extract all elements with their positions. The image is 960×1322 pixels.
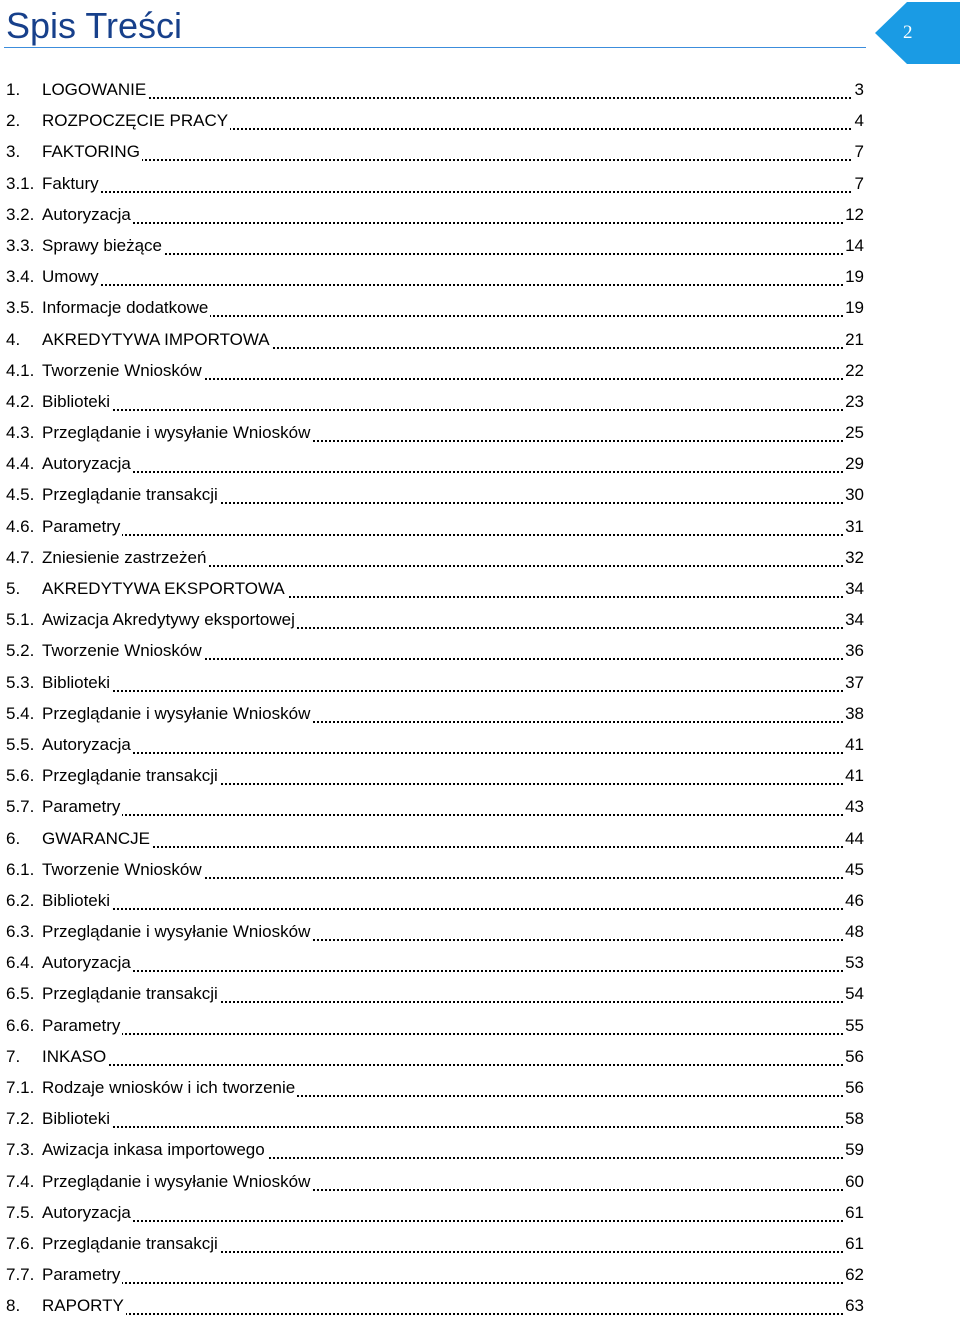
dot-leader [42,253,862,255]
toc-entry-number: 7. [6,1046,21,1066]
dot-leader [42,1064,862,1066]
toc-entry-page: 31 [845,516,864,536]
page-title: Spis Treści [6,5,183,46]
toc-entry[interactable] [0,916,960,947]
toc-entry[interactable] [0,199,960,230]
toc-entry-number: 5.7. [6,797,35,817]
toc-entry[interactable] [0,1134,960,1165]
toc-entry[interactable] [0,292,960,323]
toc-entry-number: 6.3. [6,922,35,942]
title-divider [4,47,866,48]
toc-entry[interactable] [0,604,960,635]
toc-entry-number: 6.1. [6,859,35,879]
toc-entry[interactable] [0,1010,960,1041]
toc-entry-page: 29 [845,454,864,474]
toc-entry-label: INKASO [42,1046,107,1066]
toc-entry-label: GWARANCJE [42,828,150,848]
page-badge-shape [875,2,960,64]
toc-entry-page: 58 [845,1109,864,1129]
toc-entry-page: 41 [845,766,864,786]
toc-entry[interactable] [0,1041,960,1072]
dot-leader [42,908,862,910]
toc-entry[interactable] [0,1072,960,1103]
dot-leader [42,846,862,848]
toc-entry-page: 12 [845,204,864,224]
toc-entry-label: Biblioteki [42,890,111,910]
toc-entry[interactable] [0,417,960,448]
toc-entry[interactable] [0,261,960,292]
toc-entry-label: Umowy [42,267,99,287]
dot-leader [42,534,862,536]
toc-entry[interactable] [0,1197,960,1228]
toc-entry-number: 7.4. [6,1171,35,1191]
toc-entry-number: 6.2. [6,890,35,910]
toc-entry-page: 48 [845,922,864,942]
toc-entry-label: RAPORTY [42,1296,124,1316]
toc-entry-number: 6.6. [6,1015,35,1035]
toc-entry[interactable] [0,854,960,885]
toc-entry-number: 7.6. [6,1233,35,1253]
table-of-contents [0,74,960,1322]
toc-entry-page: 25 [845,423,864,443]
toc-entry-number: 6.4. [6,953,35,973]
dot-leader [42,97,862,99]
toc-entry-page: 34 [845,579,864,598]
toc-entry-label: Autoryzacja [42,1202,131,1222]
toc-entry[interactable] [0,885,960,916]
toc-entry-page: 30 [845,485,864,505]
toc-entry[interactable] [0,667,960,698]
toc-entry-label: Sprawy bieżące [42,235,163,255]
toc-entry-label: ROZPOCZĘCIE PRACY [42,111,229,131]
toc-entry-number: 3.3. [6,235,35,255]
toc-entry-label: Tworzenie Wniosków [42,641,202,661]
toc-entry[interactable] [0,74,960,105]
toc-entry-number: 5.3. [6,672,35,692]
toc-entry-number: 5. [6,579,21,598]
toc-entry-page: 44 [845,828,864,848]
toc-entry-label: Przeglądanie i wysyłanie Wniosków [42,703,311,723]
dot-leader [42,471,862,473]
toc-entry[interactable] [0,324,960,355]
toc-entry-page: 7 [854,142,864,162]
toc-entry-page: 60 [845,1171,864,1191]
dot-leader [42,159,862,161]
toc-entry[interactable] [0,760,960,791]
dot-leader [42,284,862,286]
toc-entry-page: 45 [845,859,864,879]
toc-entry-page: 38 [845,703,864,723]
toc-entry-page: 54 [845,984,864,1004]
toc-entry[interactable] [0,168,960,199]
toc-entry[interactable] [0,978,960,1009]
dot-leader [42,690,862,692]
toc-entry-label: Parametry [42,1265,121,1285]
toc-entry[interactable] [0,479,960,510]
toc-entry-label: Parametry [42,516,121,536]
dot-leader [42,814,862,816]
toc-entry-label: Tworzenie Wniosków [42,859,202,879]
toc-entry-number: 8. [6,1296,21,1316]
dot-leader [42,1313,862,1315]
toc-entry-label: Przeglądanie transakcji [42,1233,218,1253]
toc-entry-label: Autoryzacja [42,734,131,754]
toc-entry-page: 53 [845,953,864,973]
dot-leader [42,222,862,224]
toc-entry-label: Biblioteki [42,672,111,692]
toc-entry-label: AKREDYTYWA IMPORTOWA [42,329,270,349]
toc-entry-page: 37 [845,672,864,692]
page-number: 2 [903,22,913,43]
toc-entry[interactable] [0,729,960,760]
toc-entry[interactable] [0,823,960,854]
toc-entry-label: Przeglądanie i wysyłanie Wniosków [42,423,311,443]
toc-entry-label: Przeglądanie transakcji [42,485,218,505]
toc-entry[interactable] [0,791,960,822]
toc-entry-label: Autoryzacja [42,953,131,973]
toc-entry-label: Zniesienie zastrzeżeń [42,547,207,567]
dot-leader [42,409,862,411]
toc-entry-number: 3.4. [6,267,35,287]
toc-entry-label: Rodzaje wniosków i ich tworzenie [42,1078,296,1097]
dot-leader [42,1220,862,1222]
toc-entry-number: 2. [6,111,21,131]
toc-entry-page: 23 [845,391,864,411]
toc-entry-label: Przeglądanie i wysyłanie Wniosków [42,1171,311,1191]
toc-entry[interactable] [0,573,960,604]
toc-entry-label: Biblioteki [42,1109,111,1129]
toc-entry-label: Przeglądanie transakcji [42,984,218,1004]
toc-entry-label: Autoryzacja [42,204,131,224]
toc-entry-label: Parametry [42,797,121,817]
toc-entry-page: 7 [854,173,864,193]
toc-entry-number: 4.4. [6,454,35,474]
toc-entry-number: 4.7. [6,547,35,567]
toc-entry-number: 5.2. [6,641,35,661]
toc-entry-label: Autoryzacja [42,454,131,474]
toc-entry-page: 14 [845,235,864,255]
toc-entry[interactable] [0,542,960,573]
toc-entry-page: 61 [845,1233,864,1253]
toc-entry-page: 56 [845,1078,864,1097]
toc-entry-label: Awizacja inkasa importowego [42,1140,265,1160]
toc-entry-page: 43 [845,797,864,817]
toc-entry-page: 34 [845,610,864,630]
toc-entry-label: Przeglądanie i wysyłanie Wniosków [42,922,311,942]
toc-entry-number: 4.3. [6,423,35,443]
toc-entry[interactable] [0,105,960,136]
toc-entry-number: 3.2. [6,204,35,224]
toc-entry[interactable] [0,1228,960,1259]
toc-entry[interactable] [0,136,960,167]
toc-entry[interactable] [0,1166,960,1197]
toc-entry[interactable] [0,230,960,261]
page-number-badge [875,2,960,64]
toc-entry-label: Awizacja Akredytywy eksportowej [42,610,295,630]
toc-entry-page: 21 [845,329,864,349]
toc-entry-number: 1. [6,80,21,99]
toc-entry-number: 7.7. [6,1265,35,1285]
toc-entry-page: 59 [845,1140,864,1160]
toc-entry-page: 62 [845,1265,864,1285]
toc-entry-number: 4. [6,329,21,349]
dot-leader [42,1126,862,1128]
toc-entry[interactable] [0,386,960,417]
toc-entry-number: 7.3. [6,1140,35,1160]
toc-entry-page: 19 [845,267,864,287]
toc-entry-page: 56 [845,1046,864,1066]
toc-entry-page: 19 [845,298,864,318]
toc-entry-number: 4.6. [6,516,35,536]
toc-entry-page: 22 [845,360,864,380]
toc-entry-page: 36 [845,641,864,661]
toc-entry-number: 5.6. [6,766,35,786]
toc-entry-label: Parametry [42,1015,121,1035]
toc-entry-page: 3 [854,80,864,99]
toc-entry[interactable] [0,355,960,386]
toc-entry-page: 63 [845,1296,864,1316]
toc-entry-label: Tworzenie Wniosków [42,360,202,380]
toc-entry-label: Przeglądanie transakcji [42,766,218,786]
toc-entry[interactable] [0,448,960,479]
toc-entry-label: AKREDYTYWA EKSPORTOWA [42,579,285,598]
toc-entry-number: 4.1. [6,360,35,380]
toc-entry-page: 41 [845,734,864,754]
toc-entry-number: 5.5. [6,734,35,754]
toc-entry-number: 6. [6,828,21,848]
toc-entry-number: 7.2. [6,1109,35,1129]
toc-entry-number: 5.4. [6,703,35,723]
toc-entry[interactable] [0,1103,960,1134]
toc-entry-page: 46 [845,890,864,910]
toc-entry[interactable] [0,635,960,666]
toc-entry-number: 7.1. [6,1078,35,1097]
toc-entry-number: 5.1. [6,610,35,630]
toc-entry-number: 3. [6,142,21,162]
toc-entry-number: 6.5. [6,984,35,1004]
dot-leader [42,752,862,754]
toc-entry-label: Informacje dodatkowe [42,298,209,318]
toc-entry-label: LOGOWANIE [42,80,147,99]
toc-entry-number: 4.2. [6,391,35,411]
toc-entry-label: Biblioteki [42,391,111,411]
toc-entry-label: Faktury [42,173,99,193]
toc-entry-label: FAKTORING [42,142,140,162]
toc-entry[interactable] [0,947,960,978]
toc-entry-page: 4 [854,111,864,131]
dot-leader [42,191,862,193]
toc-entry[interactable] [0,1290,960,1321]
toc-entry[interactable] [0,511,960,542]
toc-entry-page: 32 [845,547,864,567]
dot-leader [42,1282,862,1284]
toc-entry-number: 3.1. [6,173,35,193]
dot-leader [42,1033,862,1035]
toc-entry-page: 55 [845,1015,864,1035]
toc-entry[interactable] [0,1259,960,1290]
dot-leader [42,970,862,972]
toc-entry-number: 4.5. [6,485,35,505]
toc-entry[interactable] [0,698,960,729]
toc-entry-number: 3.5. [6,298,35,318]
toc-entry-page: 61 [845,1202,864,1222]
toc-entry-number: 7.5. [6,1202,35,1222]
